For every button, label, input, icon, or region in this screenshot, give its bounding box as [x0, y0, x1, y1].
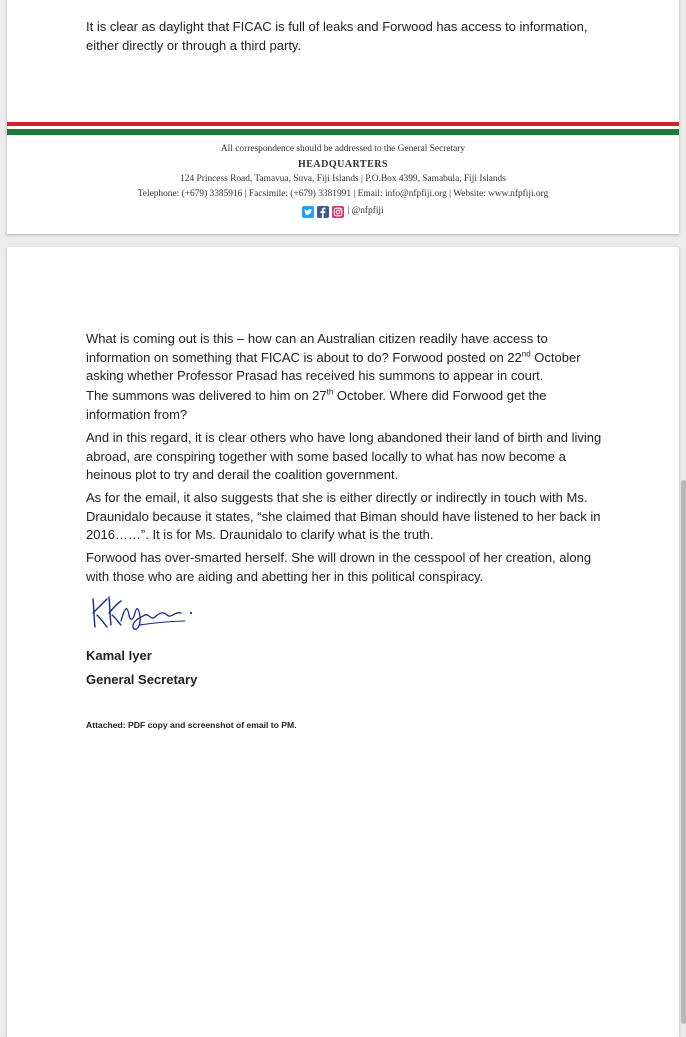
- paragraph-conspiring: And in this regard, it is clear others who have long abandoned their land of birth and living abroad, are conspiring together with some based locally to what has now become a heinous plot to try and derail the coalition government.: [86, 430, 602, 482]
- p1-text-b: October asking whether Professor Prasad has received his summons to appear in court.: [86, 349, 581, 383]
- letterhead-footer: [7, 142, 679, 220]
- facebook-icon[interactable]: [317, 206, 329, 218]
- p2-text-b: October. Where did Forwood get the information from?: [86, 388, 547, 422]
- instagram-icon[interactable]: [332, 206, 344, 218]
- twitter-icon[interactable]: [302, 206, 314, 218]
- green-divider-band: [7, 129, 679, 135]
- paragraph-summons-delivered: [86, 387, 606, 424]
- paragraph-over-smarted: Forwood has over-smarted herself. She will drown in the cesspool of her creation, along with those who are aiding and abetting her in this political conspiracy.: [86, 550, 592, 584]
- p2-superscript: th: [326, 387, 334, 397]
- letter-page-1: [7, 0, 679, 234]
- footer-correspondence-line: All correspondence should be addressed to the General Secretary: [220, 144, 466, 154]
- paragraph-ficac-leaks: It is clear as daylight that FICAC is full of leaks and Forwood has access to information, either directly or through a third party.: [86, 19, 588, 53]
- p2-text-a: The summons was delivered to him on 27: [86, 388, 327, 403]
- handwritten-signature: [85, 591, 205, 639]
- signatory-title: General Secretary: [86, 672, 198, 687]
- footer-contact: Telephone: (+679) 3385916 | Facsimile: (+679) 3381991 | Email: info@nfpfiji.org | Website: www.nfpfiji.org: [137, 189, 549, 199]
- social-handle: | @nfpfiji: [347, 206, 384, 216]
- paragraph-email: As for the email, it also suggests that she is either directly or indirectly in touch with Ms. Draunidalo because it states, “she claimed that Biman should have listened to her back in 2016……”. It is for Ms. Draunidalo to clarify what is the truth.: [86, 490, 601, 542]
- paragraph-australian-citizen: [86, 330, 606, 386]
- letter-page-2: [7, 247, 679, 1037]
- footer-social-row: [7, 204, 679, 220]
- footer-headquarters-heading: HEADQUARTERS: [297, 159, 389, 170]
- attachment-note: Attached: PDF copy and screenshot of email to PM.: [86, 720, 297, 730]
- footer-address: 124 Princess Road, Tamavua, Suva, Fiji Islands | P.O.Box 4399, Samabula, Fiji Islands: [180, 174, 506, 184]
- vertical-scrollbar[interactable]: [681, 480, 686, 1024]
- p1-text-a: What is coming out is this – how can an Australian citizen readily have access to information on something that FICAC is about to do? Forwood posted on 22: [86, 331, 548, 365]
- p1-superscript: nd: [521, 349, 531, 359]
- signatory-name: Kamal Iyer: [86, 648, 152, 663]
